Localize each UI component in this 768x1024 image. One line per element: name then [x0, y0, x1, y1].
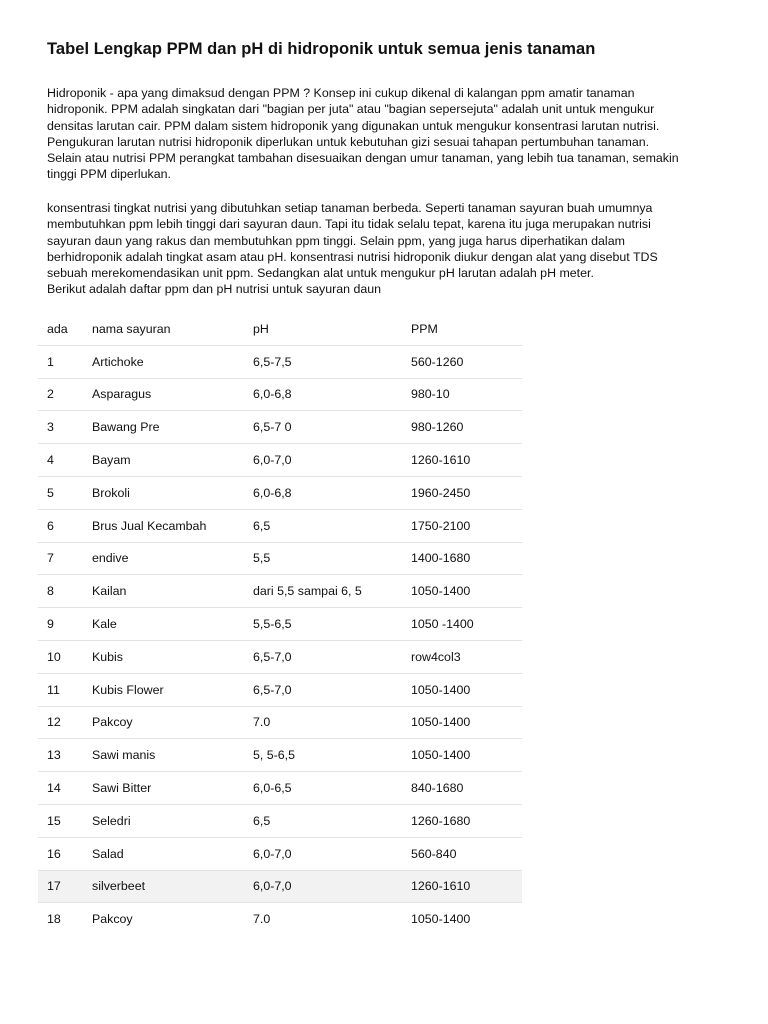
cell-ph: 6,0-7,0	[244, 444, 402, 477]
cell-ph: 6,5-7,0	[244, 640, 402, 673]
cell-ph: 7.0	[244, 903, 402, 935]
cell-vegetable-name: Kubis	[83, 640, 244, 673]
intro-paragraph	[47, 85, 727, 183]
cell-ppm: 1260-1610	[402, 444, 522, 477]
header-no: ada	[47, 321, 68, 336]
paragraph-line: Berikut adalah daftar ppm dan pH nutrisi untuk sayuran daun	[47, 282, 382, 297]
cell-vegetable-name: Kailan	[83, 575, 244, 608]
table-row	[38, 476, 522, 509]
paragraph-line: densitas larutan cair. PPM dalam sistem hidroponik yang digunakan untuk mengukur konsentrasi larutan nutrisi.	[47, 118, 660, 133]
cell-no: 16	[38, 837, 83, 870]
cell-no: 18	[38, 903, 83, 935]
cell-vegetable-name: Sawi Bitter	[83, 772, 244, 805]
cell-no: 9	[38, 608, 83, 641]
cell-ph: 6,5-7,5	[244, 345, 402, 378]
table-row	[38, 706, 522, 739]
cell-no: 15	[38, 804, 83, 837]
cell-no: 8	[38, 575, 83, 608]
cell-ppm: 840-1680	[402, 772, 522, 805]
cell-no: 14	[38, 772, 83, 805]
cell-vegetable-name: Sawi manis	[83, 739, 244, 772]
cell-no: 12	[38, 706, 83, 739]
cell-no: 13	[38, 739, 83, 772]
cell-vegetable-name: Brokoli	[83, 476, 244, 509]
cell-no: 10	[38, 640, 83, 673]
cell-ppm: 980-10	[402, 378, 522, 411]
cell-ppm: 1050-1400	[402, 903, 522, 935]
cell-vegetable-name: Kubis Flower	[83, 673, 244, 706]
cell-ppm: 1050-1400	[402, 575, 522, 608]
cell-ph: 6,0-7,0	[244, 837, 402, 870]
cell-ph: 5,5	[244, 542, 402, 575]
page-title: Tabel Lengkap PPM dan pH di hidroponik untuk semua jenis tanaman	[47, 40, 596, 58]
cell-ph: 7.0	[244, 706, 402, 739]
cell-no: 6	[38, 509, 83, 542]
table-row	[38, 640, 522, 673]
cell-no: 5	[38, 476, 83, 509]
cell-ph: 5,5-6,5	[244, 608, 402, 641]
cell-ppm: 1260-1680	[402, 804, 522, 837]
cell-ppm: 1050 -1400	[402, 608, 522, 641]
cell-vegetable-name: Pakcoy	[83, 903, 244, 935]
table-row	[38, 575, 522, 608]
ppm-ph-table	[38, 313, 522, 935]
cell-ph: 6,5-7,0	[244, 673, 402, 706]
table-row	[38, 444, 522, 477]
paragraph-line: membutuhkan ppm lebih tinggi dari sayuran daun. Tapi itu tidak selalu tepat, karena itu juga merupakan nutrisi	[47, 217, 651, 232]
table-row	[38, 870, 522, 903]
header-vegetable-name: nama sayuran	[92, 321, 171, 336]
paragraph-line: sebuah merekomendasikan unit ppm. Sedangkan alat untuk mengukur pH larutan adalah pH meter.	[47, 266, 594, 281]
paragraph-line: Pengukuran larutan nutrisi hidroponik diperlukan untuk kebutuhan gizi sesuai tahapan pertumbuhan tanaman.	[47, 134, 650, 149]
cell-vegetable-name: Bawang Pre	[83, 411, 244, 444]
cell-no: 3	[38, 411, 83, 444]
cell-ppm: 1260-1610	[402, 870, 522, 903]
cell-vegetable-name: Brus Jual Kecambah	[83, 509, 244, 542]
cell-vegetable-name: Bayam	[83, 444, 244, 477]
cell-ppm: 1400-1680	[402, 542, 522, 575]
cell-ph: 6,5	[244, 509, 402, 542]
cell-ph: dari 5,5 sampai 6, 5	[244, 575, 402, 608]
cell-vegetable-name: endive	[83, 542, 244, 575]
cell-vegetable-name: Seledri	[83, 804, 244, 837]
paragraph-line: Hidroponik - apa yang dimaksud dengan PPM ? Konsep ini cukup dikenal di kalangan ppm amatir tanaman	[47, 86, 635, 100]
cell-ph: 6,5	[244, 804, 402, 837]
cell-vegetable-name: silverbeet	[83, 870, 244, 903]
cell-ppm: 980-1260	[402, 411, 522, 444]
paragraph-line: konsentrasi tingkat nutrisi yang dibutuhkan setiap tanaman berbeda. Seperti tanaman sayuran buah umumnya	[47, 201, 653, 215]
paragraph-line: sayuran daun yang rakus dan membutuhkan ppm tinggi. Selain ppm, yang juga harus diperhatikan dalam	[47, 233, 625, 248]
cell-ppm: 1750-2100	[402, 509, 522, 542]
paragraph-line: berhidroponik adalah tingkat asam atau pH. konsentrasi nutrisi hidroponik diukur dengan alat yang disebut TDS	[47, 249, 658, 264]
nutrition-paragraph	[47, 200, 727, 298]
paragraph-line: Selain atau nutrisi PPM perangkat tambahan disesuaikan dengan umur tanaman, yang lebih tua tanaman, semakin	[47, 151, 679, 166]
cell-ppm: 560-1260	[402, 345, 522, 378]
cell-no: 2	[38, 378, 83, 411]
cell-vegetable-name: Kale	[83, 608, 244, 641]
table-row	[38, 411, 522, 444]
cell-ppm: 1050-1400	[402, 673, 522, 706]
table-row	[38, 378, 522, 411]
table-row	[38, 542, 522, 575]
cell-no: 1	[38, 345, 83, 378]
cell-vegetable-name: Pakcoy	[83, 706, 244, 739]
cell-no: 17	[38, 870, 83, 903]
table-row	[38, 837, 522, 870]
cell-ppm: 560-840	[402, 837, 522, 870]
header-ppm: PPM	[411, 321, 438, 336]
cell-ph: 6,0-7,0	[244, 870, 402, 903]
table-row	[38, 345, 522, 378]
table-row	[38, 804, 522, 837]
cell-vegetable-name: Artichoke	[83, 345, 244, 378]
cell-ppm: 1050-1400	[402, 706, 522, 739]
cell-ppm: row4col3	[402, 640, 522, 673]
table-row	[38, 673, 522, 706]
cell-vegetable-name: Salad	[83, 837, 244, 870]
table-row	[38, 903, 522, 935]
paragraph-line: hidroponik. PPM adalah singkatan dari "bagian per juta" atau "bagian sepersejuta" adalah unit untuk mengukur	[47, 102, 655, 117]
cell-ph: 6,0-6,8	[244, 378, 402, 411]
cell-ph: 5, 5-6,5	[244, 739, 402, 772]
cell-vegetable-name: Asparagus	[83, 378, 244, 411]
cell-ph: 6,0-6,8	[244, 476, 402, 509]
cell-ppm: 1960-2450	[402, 476, 522, 509]
table-row	[38, 772, 522, 805]
table-header-row	[38, 313, 522, 345]
cell-no: 11	[38, 673, 83, 706]
cell-no: 7	[38, 542, 83, 575]
header-ph: pH	[253, 321, 269, 336]
table-row	[38, 608, 522, 641]
cell-ph: 6,0-6,5	[244, 772, 402, 805]
cell-no: 4	[38, 444, 83, 477]
cell-ph: 6,5-7 0	[244, 411, 402, 444]
table-row	[38, 739, 522, 772]
paragraph-line: tinggi PPM diperlukan.	[47, 167, 171, 182]
cell-ppm: 1050-1400	[402, 739, 522, 772]
table-row	[38, 509, 522, 542]
